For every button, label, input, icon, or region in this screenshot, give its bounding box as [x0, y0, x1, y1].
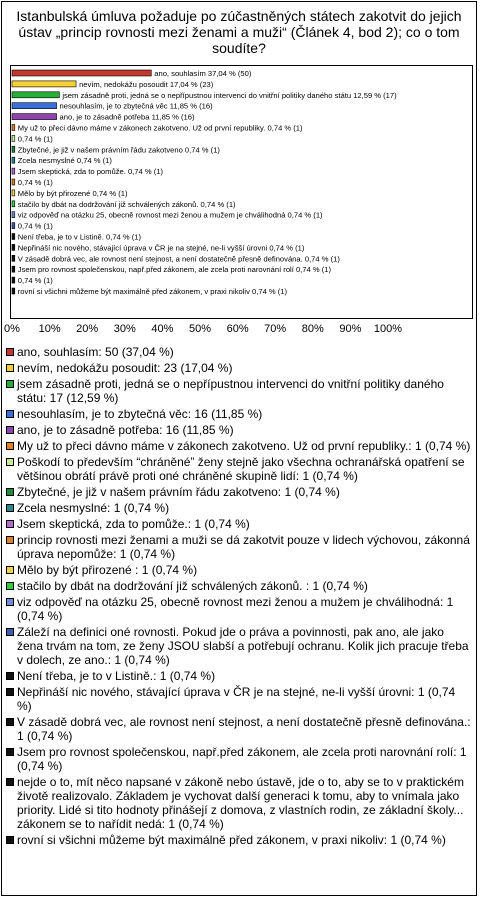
- legend-label: ano, je to zásadně potřeba: 16 (11,85 %): [17, 423, 234, 437]
- x-tick-label: 100%: [373, 323, 403, 335]
- x-tick-label: 20%: [76, 323, 99, 335]
- bar-data-label: 0,74 % (1): [17, 221, 53, 231]
- legend-item: [5, 595, 473, 623]
- bar: [12, 244, 15, 250]
- x-tick-label: 50%: [188, 323, 212, 335]
- x-tick-label: 90%: [339, 323, 362, 335]
- legend-label: Zbytečné, je již v našem právním řádu zakotveno: 1 (0,74 %): [17, 485, 340, 499]
- bar-data-label: rovní si všichni můžeme být maximálně před zákonem, v praxi nikoliv 0,74 % (1): [17, 287, 288, 296]
- legend-item: [5, 455, 473, 483]
- bar-data-label: viz odpověď na otázku 25, obecně rovnost mezi ženou a mužem je chválihodná 0,74 % (1): [17, 210, 323, 220]
- bar: [12, 190, 15, 196]
- bar: [12, 201, 15, 207]
- bar: [12, 168, 15, 174]
- legend-item: [5, 501, 473, 515]
- legend-item: [5, 669, 473, 683]
- bar-data-label: jsem zásadně proti, jedná se o nepřípustnou intervenci do vnitřní politiky daného státu 12,59 % (17): [62, 90, 397, 100]
- legend-swatch: [6, 348, 14, 356]
- bar: [12, 288, 15, 294]
- legend-swatch: [6, 458, 14, 466]
- bar: [12, 255, 15, 261]
- legend-swatch: [6, 672, 14, 680]
- legend-label: My už to přeci dávno máme v zákonech zakotveno. Už od první republiky.: 1 (0,74 %): [17, 439, 471, 453]
- legend-swatch: [6, 688, 14, 696]
- bar-data-label: ano, souhlasím 37,04 % (50): [154, 69, 252, 78]
- legend-item: [5, 345, 473, 359]
- bar: [12, 212, 15, 218]
- bar: [12, 179, 15, 185]
- legend-label: Není třeba, je to v Listině.: 1 (0,74 %): [17, 669, 216, 683]
- bar: [12, 125, 15, 131]
- x-tick-label: 30%: [113, 323, 136, 335]
- legend-item: [5, 407, 473, 421]
- legend-label: nesouhlasím, je to zbytečná věc: 16 (11,85 %): [17, 407, 263, 421]
- bar: [12, 223, 15, 229]
- bar-data-label: Jsem pro rovnost společenskou, např.před zákonem, ale zcela proti narovnání rolí 0,74 % (1): [17, 265, 331, 275]
- legend-swatch: [6, 836, 14, 844]
- legend-item: [5, 715, 473, 743]
- bar-data-label: My už to přeci dávno máme v zákonech zakotveno. Už od první republiky. 0,74 % (1): [17, 123, 303, 133]
- legend-swatch: [6, 598, 14, 606]
- chart-svg: [0, 0, 480, 340]
- legend-swatch: [6, 628, 14, 636]
- legend-item: [5, 579, 473, 593]
- legend-label: Nepřináší nic nového, stávající úprava v ČR je na stejné, ne-li vyšší úrovni: 1 (0,74 %): [17, 685, 456, 713]
- bar: [12, 277, 15, 283]
- legend-item: [5, 625, 473, 667]
- legend-label: Zcela nesmyslné: 1 (0,74 %): [17, 501, 170, 515]
- bar-data-label: Zcela nesmyslné 0,74 % (1): [17, 156, 112, 166]
- bar: [12, 70, 151, 76]
- legend: [5, 345, 473, 849]
- bar-data-label: 0,74 % (1): [17, 134, 53, 144]
- x-tick-label: 40%: [151, 323, 174, 335]
- legend-label: nejde o to, mít něco napsané v zákoně nebo ústavě, jde o to, aby se to v praktickém životě realizovalo. Základem je vychovat další generaci k tomu, aby to vnímala jako priority. Lidé si tito hodnoty přinášejí z domova, z vlastních rodin, ze základní školy... zákonem se to nařídit nedá: 1 (0,74 %): [17, 775, 464, 831]
- legend-label: Jsem pro rovnost společenskou, např.před zákonem, ale zcela proti narovnání rolí: 1 (0,74 %): [17, 745, 467, 773]
- bar: [12, 81, 76, 87]
- legend-item: [5, 533, 473, 561]
- legend-label: princip rovnosti mezi ženami a muži se dá zakotvit pouze v lidech výchovou, zákonná úprava nepomůže: 1 (0,74 %): [17, 533, 470, 561]
- bar: [12, 234, 15, 240]
- legend-item: [5, 745, 473, 773]
- legend-swatch: [6, 718, 14, 726]
- bar: [12, 135, 15, 141]
- bar-data-label: Není třeba, je to v Listině. 0,74 % (1): [17, 232, 142, 242]
- bar: [12, 114, 57, 120]
- legend-swatch: [6, 504, 14, 512]
- bar-data-label: ano, je to zásadně potřeba 11,85 % (16): [59, 112, 195, 122]
- legend-label: jsem zásadně proti, jedná se o nepřípustnou intervenci do vnitřní politiky daného státu: 17 (12,59 %): [17, 377, 444, 405]
- legend-swatch: [6, 488, 14, 496]
- legend-item: [5, 833, 473, 847]
- bar-data-label: nesouhlasím, je to zbytečná věc 11,85 % (16): [59, 101, 213, 111]
- x-tick-label: 10%: [38, 323, 61, 335]
- legend-item: [5, 361, 473, 375]
- legend-label: rovní si všichni můžeme být maximálně před zákonem, v praxi nikoliv: 1 (0,74 %): [17, 833, 446, 847]
- bar-data-label: Jsem skeptická, zda to pomůže. 0,74 % (1): [17, 167, 163, 177]
- legend-item: [5, 423, 473, 437]
- legend-swatch: [6, 364, 14, 372]
- legend-item: [5, 685, 473, 713]
- legend-item: [5, 485, 473, 499]
- legend-swatch: [6, 410, 14, 418]
- bar: [12, 266, 15, 272]
- bar-data-label: Nepřináší nic nového, stávající úprava v ČR je na stejné, ne-li vyšší úrovni 0,74 % (1): [17, 243, 305, 253]
- legend-swatch: [6, 520, 14, 528]
- legend-label: stačilo by dbát na dodržování již schválených zákonů. : 1 (0,74 %): [17, 579, 368, 593]
- legend-swatch: [6, 442, 14, 450]
- legend-swatch: [6, 582, 14, 590]
- legend-swatch: [6, 748, 14, 756]
- legend-swatch: [6, 536, 14, 544]
- legend-swatch: [6, 778, 14, 786]
- bar-data-label: stačilo by dbát na dodržování již schválených zákonů. 0,74 % (1): [17, 199, 236, 209]
- legend-swatch: [6, 426, 14, 434]
- bar: [12, 92, 59, 98]
- bar: [12, 103, 57, 109]
- legend-label: Mělo by být přirozené : 1 (0,74 %): [17, 563, 198, 577]
- legend-label: nevím, nedokážu posoudit: 23 (17,04 %): [17, 361, 233, 375]
- legend-item: [5, 439, 473, 453]
- legend-item: [5, 563, 473, 577]
- legend-label: Jsem skeptická, zda to pomůže.: 1 (0,74 %): [17, 517, 250, 531]
- legend-label: Poškodí to především “chráněné” ženy stejně jako všechna ochranářská opatření se většinou obrátí právě proti oné chráněné skupině lidí: 1 (0,74 %): [17, 455, 465, 483]
- legend-swatch: [6, 380, 14, 388]
- bar: [12, 157, 15, 163]
- x-tick-label: 0%: [4, 323, 20, 335]
- x-tick-label: 60%: [226, 323, 249, 335]
- legend-swatch: [6, 566, 14, 574]
- legend-item: [5, 377, 473, 405]
- bar-data-label: 0,74 % (1): [17, 178, 53, 187]
- legend-label: viz odpověď na otázku 25, obecně rovnost mezi ženou a mužem je chválihodná: 1 (0,74 %): [17, 595, 454, 623]
- bar-data-label: Zbytečné, je již v našem právním řádu zakotveno 0,74 % (1): [17, 145, 220, 155]
- bar-data-label: V zásadě dobrá vec, ale rovnost není stejnost, a není dostatečně přesně definována. 0,74 % (1): [17, 254, 340, 264]
- legend-label: Záleží na definici oné rovnosti. Pokud jde o práva a povinnosti, pak ano, ale jako žena trvám na tom, ze ženy JSOU slabší a potřebují ochranu. Kolik jich pracuje třeba v dolech, ze ano.: 1 (0,74 %): [17, 625, 469, 667]
- bar-data-label: nevím, nedokážu posoudit 17,04 % (23): [79, 79, 214, 89]
- legend-item: [5, 517, 473, 531]
- legend-item: [5, 775, 473, 831]
- bar: [12, 146, 15, 152]
- legend-label: V zásadě dobrá vec, ale rovnost není stejnost, a není dostatečně přesně definována.: 1 (0,74 %): [17, 715, 471, 743]
- chart-title: Istanbulská úmluva požaduje po zúčastněných státech zakotvit do jejich ústav „princip rovnosti mezi ženami a muži“ (Článek 4, bod 2); co o tom soudíte?: [16, 8, 462, 56]
- x-tick-label: 80%: [301, 323, 324, 335]
- legend-label: ano, souhlasím: 50 (37,04 %): [17, 345, 174, 359]
- bar-data-label: 0,74 % (1): [17, 276, 53, 286]
- x-tick-label: 70%: [264, 323, 287, 335]
- bar-data-label: Mělo by být přirozené 0,74 % (1): [17, 188, 128, 198]
